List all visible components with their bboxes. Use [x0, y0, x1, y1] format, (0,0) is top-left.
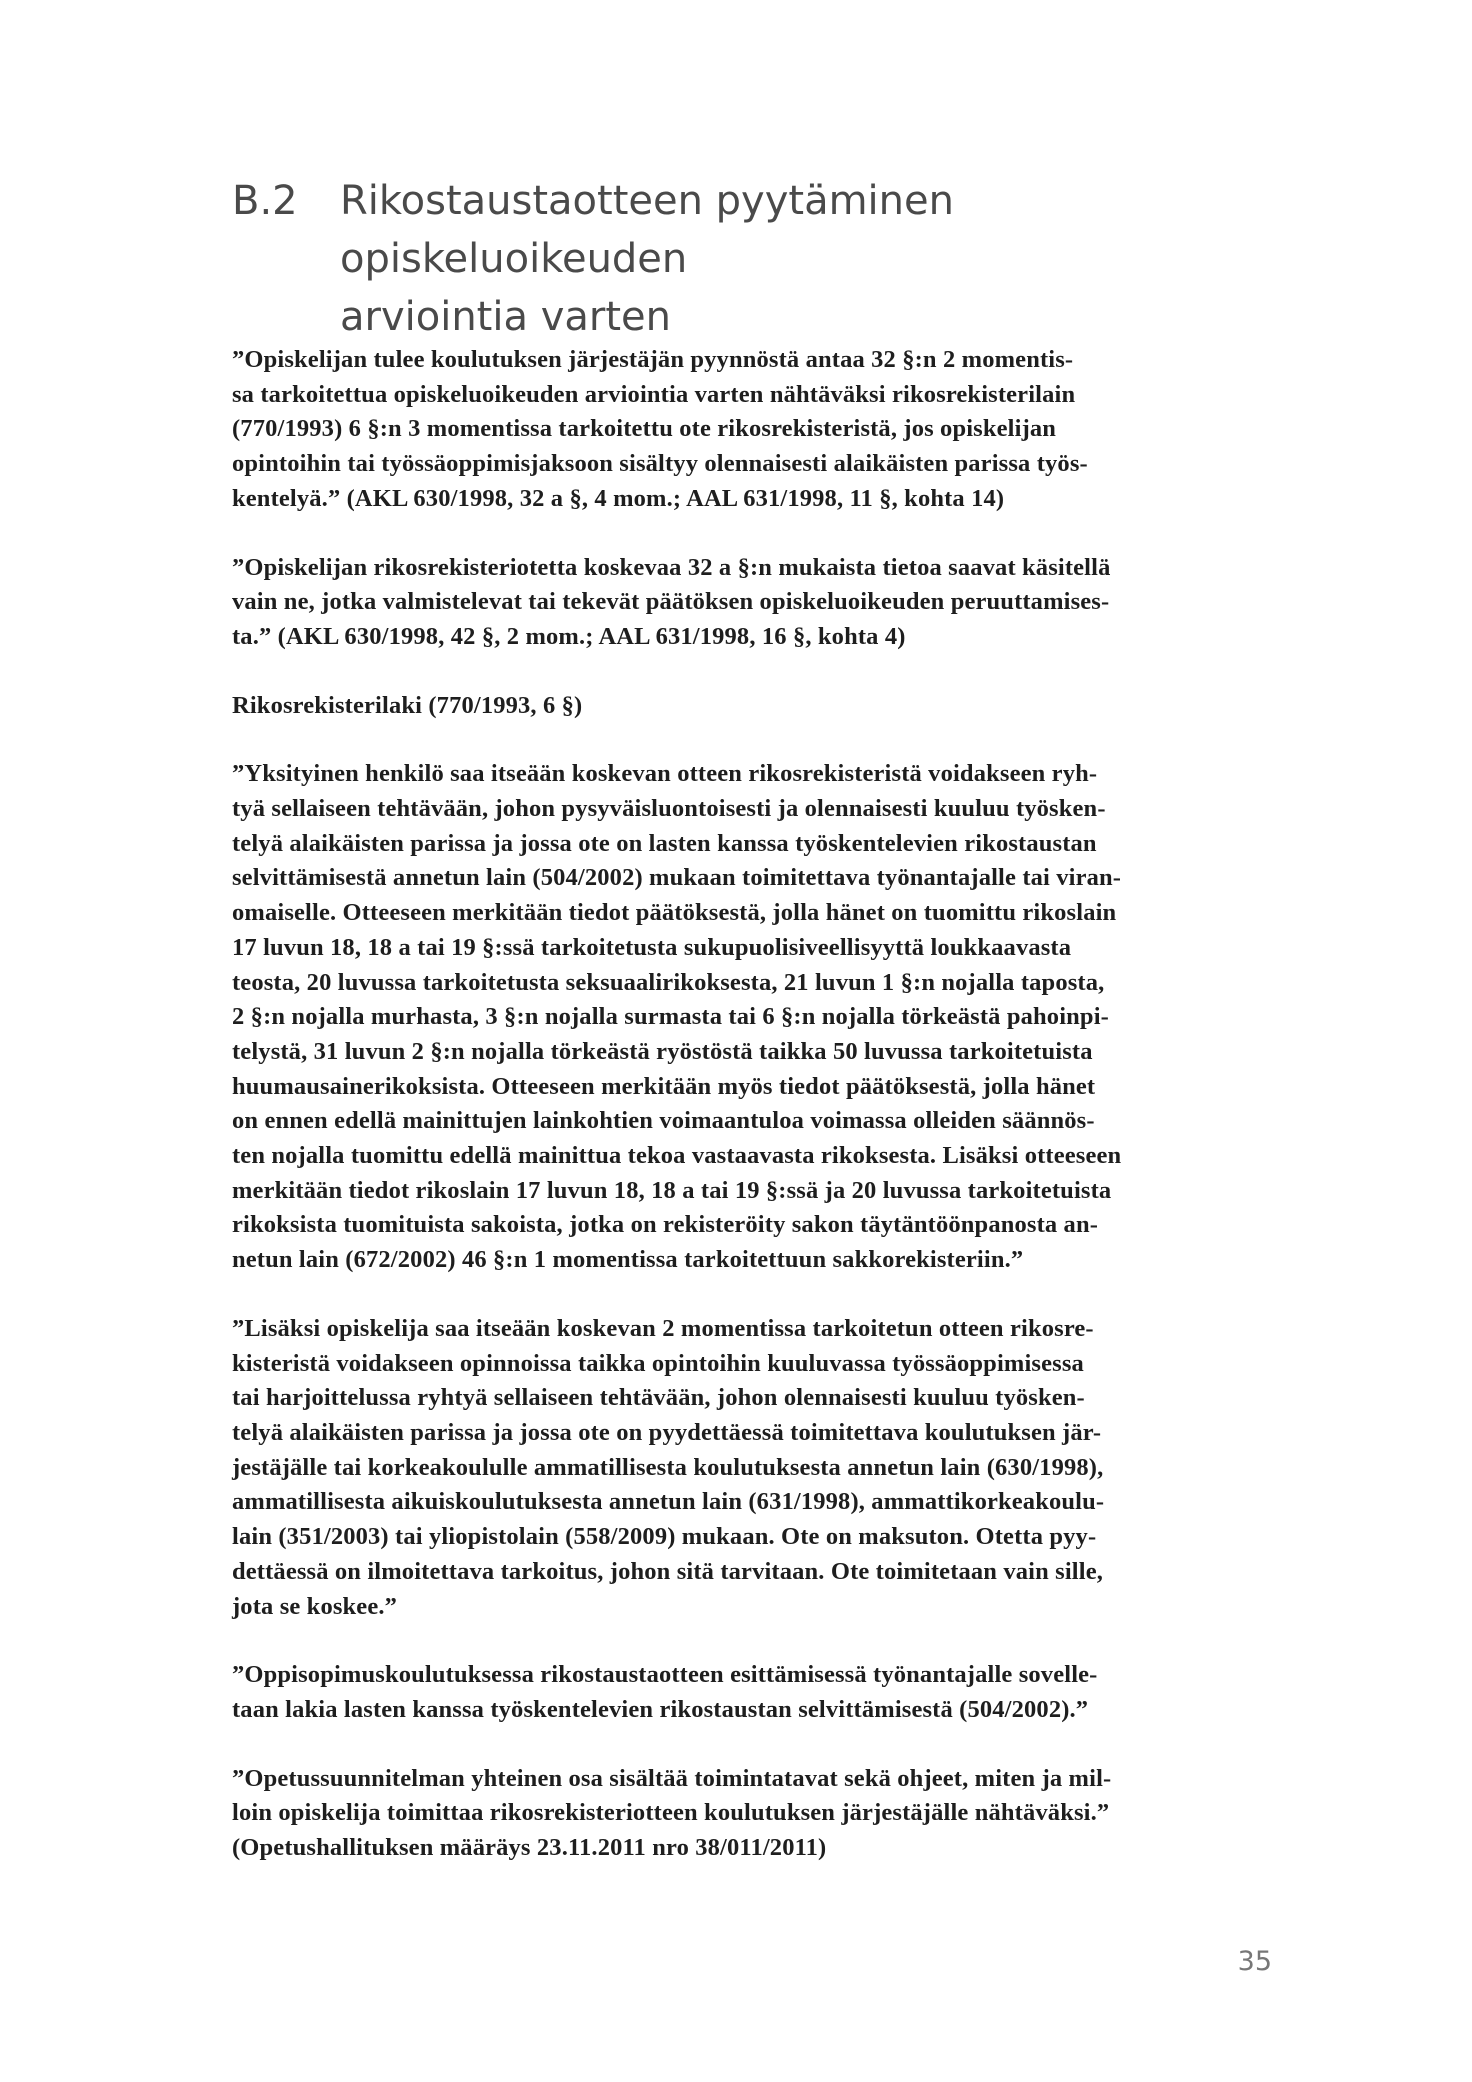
paragraph-lisaksi-opiskelija: ”Lisäksi opiskelija saa itseään koskevan 2 momentissa tarkoitetun otteen rikosre- kisteristä voidakseen opinnoissa taikka opintoihin kuuluvassa työssäoppimisessa tai harjoittelussa ryhtyä sellaiseen tehtävään, johon olennaisesti kuuluu työsken- telyä alaikäisten parissa ja jossa ote on pyydettäessä toimitettava koulutuksen jär- jestäjälle tai korkeakoululle ammatillisesta koulutuksesta annetun lain (630/1998), ammatillisesta aikuiskoulutuksesta annetun lain (631/1998), ammattikorkeakoulu- lain (351/2003) tai yliopistolain (558/2009) mukaan. Ote on maksuton. Otetta pyy- dettäessä on ilmoitettava tarkoitus, johon sitä tarvitaan. Ote toimitetaan vain sille, jota se koskee.” — [232, 1314, 1105, 1620]
paragraph-akl-32a: ”Opiskelijan tulee koulutuksen järjestäjän pyynnöstä antaa 32 §:n 2 momentis- sa tarkoitettua opiskeluoikeuden arviointia varten nähtäväksi rikosrekisterilain (770/1993) 6 §:n 3 momentissa tarkoitettu ote rikosrekisteristä, jos opiskelijan opintoihin tai työssäoppimisjaksoon sisältyy olennaisesti alaikäisten parissa työs- kentelyä.” (AKL 630/1998, 32 a §, 4 mom.; AAL 631/1998, 11 §, kohta 14) — [232, 346, 1088, 512]
page-number: 35 — [1237, 1946, 1272, 1977]
section-title: Rikostaustaotteen pyytäminen opiskeluoikeuden arviointia varten — [340, 178, 954, 340]
section-heading — [232, 172, 1292, 346]
paragraph-akl-42: ”Opiskelijan rikosrekisteriotetta koskevaa 32 a §:n mukaista tietoa saavat käsitellä vain ne, jotka valmistelevat tai tekevät päätöksen opiskeluoikeuden peruuttamises- ta.” (AKL 630/1998, 42 §, 2 mom.; AAL 631/1998, 16 §, kohta 4) — [232, 553, 1111, 650]
section-number: B.2 — [232, 178, 298, 224]
paragraph-oppisopimuskoulutus: ”Oppisopimuskoulutuksessa rikostaustaotteen esittämisessä työnantajalle sovelle- taan lakia lasten kanssa työskentelevien rikostaustan selvittämisestä (504/2002).” — [232, 1661, 1098, 1723]
paragraph-rikosrekisterilaki-heading: Rikosrekisterilaki (770/1993, 6 §) — [232, 691, 583, 719]
paragraph-opetussuunnitelma: ”Opetussuunnitelman yhteinen osa sisältää toimintatavat sekä ohjeet, miten ja mil- loin opiskelija toimittaa rikosrekisteriotteen koulutuksen järjestäjälle nähtäväksi.” (Opetushallituksen määräys 23.11.2011 nro 38/011/2011) — [232, 1764, 1112, 1862]
body-text — [232, 343, 1270, 1900]
paragraph-yksityinen-henkilo: ”Yksityinen henkilö saa itseään koskevan otteen rikosrekisteristä voidakseen ryh- tyä sellaiseen tehtävään, johon pysyväisluontoisesti ja olennaisesti kuuluu työsken- telyä alaikäisten parissa ja jossa ote on lasten kanssa työskentelevien rikostaustan selvittämisestä annetun lain (504/2002) mukaan toimitettava työnantajalle tai viran- omaiselle. Otteeseen merkitään tiedot päätöksestä, jolla hänet on tuomittu rikoslain 17 luvun 18, 18 a tai 19 §:ssä tarkoitetusta sukupuolisiveellisyyttä loukkaavasta teosta, 20 luvussa tarkoitetusta seksuaalirikoksesta, 21 luvun 1 §:n nojalla taposta, 2 §:n nojalla murhasta, 3 §:n nojalla surmasta tai 6 §:n nojalla törkeästä pahoinpi- telystä, 31 luvun 2 §:n nojalla törkeästä ryöstöstä taikka 50 luvussa tarkoitetuista huumausainerikoksista. Otteeseen merkitään myös tiedot päätöksestä, jolla hänet on ennen edellä mainittujen lainkohtien voimaantuloa voimassa olleiden säännös- ten nojalla tuomittu edellä mainittua tekoa vastaavasta rikoksesta. Lisäksi otteeseen merkitään tiedot rikoslain 17 luvun 18, 18 a tai 19 §:ssä ja 20 luvussa tarkoitetuista rikoksista tuomituista sakoista, jotka on rekisteröity sakon täytäntöönpanosta an- netun lain (672/2002) 46 §:n 1 momentissa tarkoitettuun sakkorekisteriin.” — [232, 760, 1122, 1274]
